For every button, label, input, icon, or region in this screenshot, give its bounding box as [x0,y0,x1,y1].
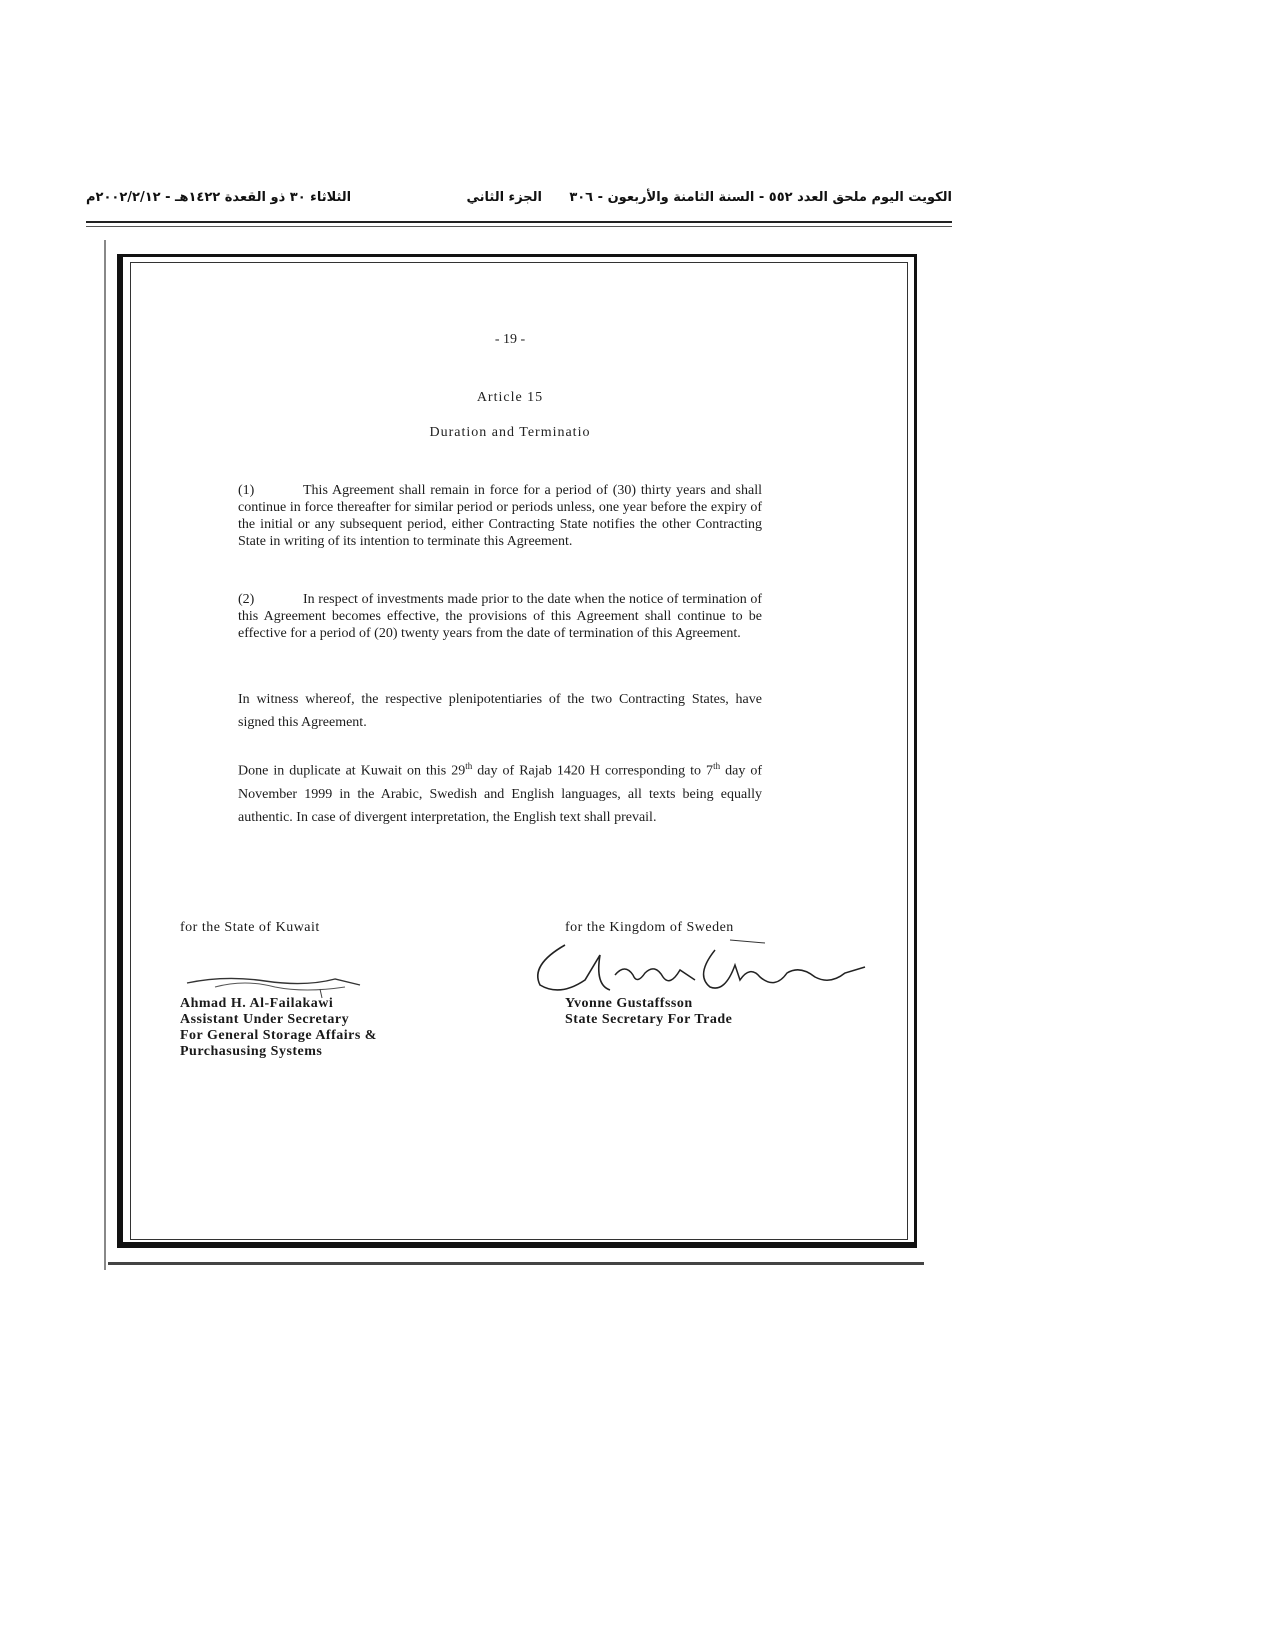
witness-paragraph: In witness whereof, the respective plenipotentiaries of the two Contracting States, have signed this Agreement. [238,692,762,730]
done-text-a: Done in duplicate at Kuwait on this 29 [238,763,466,779]
signatory-title-kuwait-3: Purchasusing Systems [180,1044,323,1059]
signatory-heading-kuwait: for the State of Kuwait [180,920,320,935]
done-text-b: day of Rajab 1420 H corresponding to 7 [472,763,714,779]
signatory-name-kuwait: Ahmad H. Al-Failakawi [180,996,334,1011]
done-sup-1: th [465,761,473,771]
paragraph-1 [238,482,762,550]
article-subtitle: Duration and Terminatio [429,425,591,440]
header-rule [86,221,952,223]
paragraph-2-text: In respect of investments made prior to the date when the notice of termination of this Agreement becomes effective, the provisions of this Agreement shall continue to be effective for a period of (20) twenty years from the date of termination of this Agreement. [238,592,762,641]
done-paragraph [238,755,762,829]
done-sup-2: th [713,761,721,771]
paragraph-1-number: (1) [238,483,255,498]
paragraph-2 [238,591,762,642]
gazette-part: الجزء الثاني [466,190,542,205]
page-number: - 19 - [494,332,526,347]
header-rule-thin [86,226,952,227]
paragraph-1-text: This Agreement shall remain in force for a period of (30) thirty years and shall continue in force thereafter for similar period or periods unless, one year before the expiry of the initial or any subsequent period, either Contracting State notifies the other Contracting State in writing of its intention to terminate this Agreement. [238,483,762,549]
paragraph-2-number: (2) [238,592,255,607]
done-text-c: day of November 1999 in the Arabic, Swedish and English languages, all texts being equally authentic. In case of divergent interpretation, the English text shall prevail. [238,763,762,825]
gazette-issue: الكويت اليوم ملحق العدد ٥٥٢ - السنة الثامنة والأربعون - ٣٠٦ [569,190,952,205]
page-frame-inner [130,262,908,1240]
gazette-header [86,186,952,212]
signatory-name-sweden: Yvonne Gustaffsson [565,996,693,1011]
signatory-title-kuwait-1: Assistant Under Secretary [180,1012,350,1027]
kuwait-handwritten-signature [185,965,365,999]
gazette-date: الثلاثاء ٣٠ ذو القعدة ١٤٢٢هـ - ٢٠٠٢/٢/١٢م [86,190,352,205]
article-title: Article 15 [476,390,544,405]
signatory-title-kuwait-2: For General Storage Affairs & [180,1028,377,1043]
scan-bottom-line [108,1262,924,1265]
signatory-title-sweden-1: State Secretary For Trade [565,1012,733,1027]
sweden-handwritten-signature [525,935,885,1005]
signatory-heading-sweden: for the Kingdom of Sweden [565,920,734,935]
